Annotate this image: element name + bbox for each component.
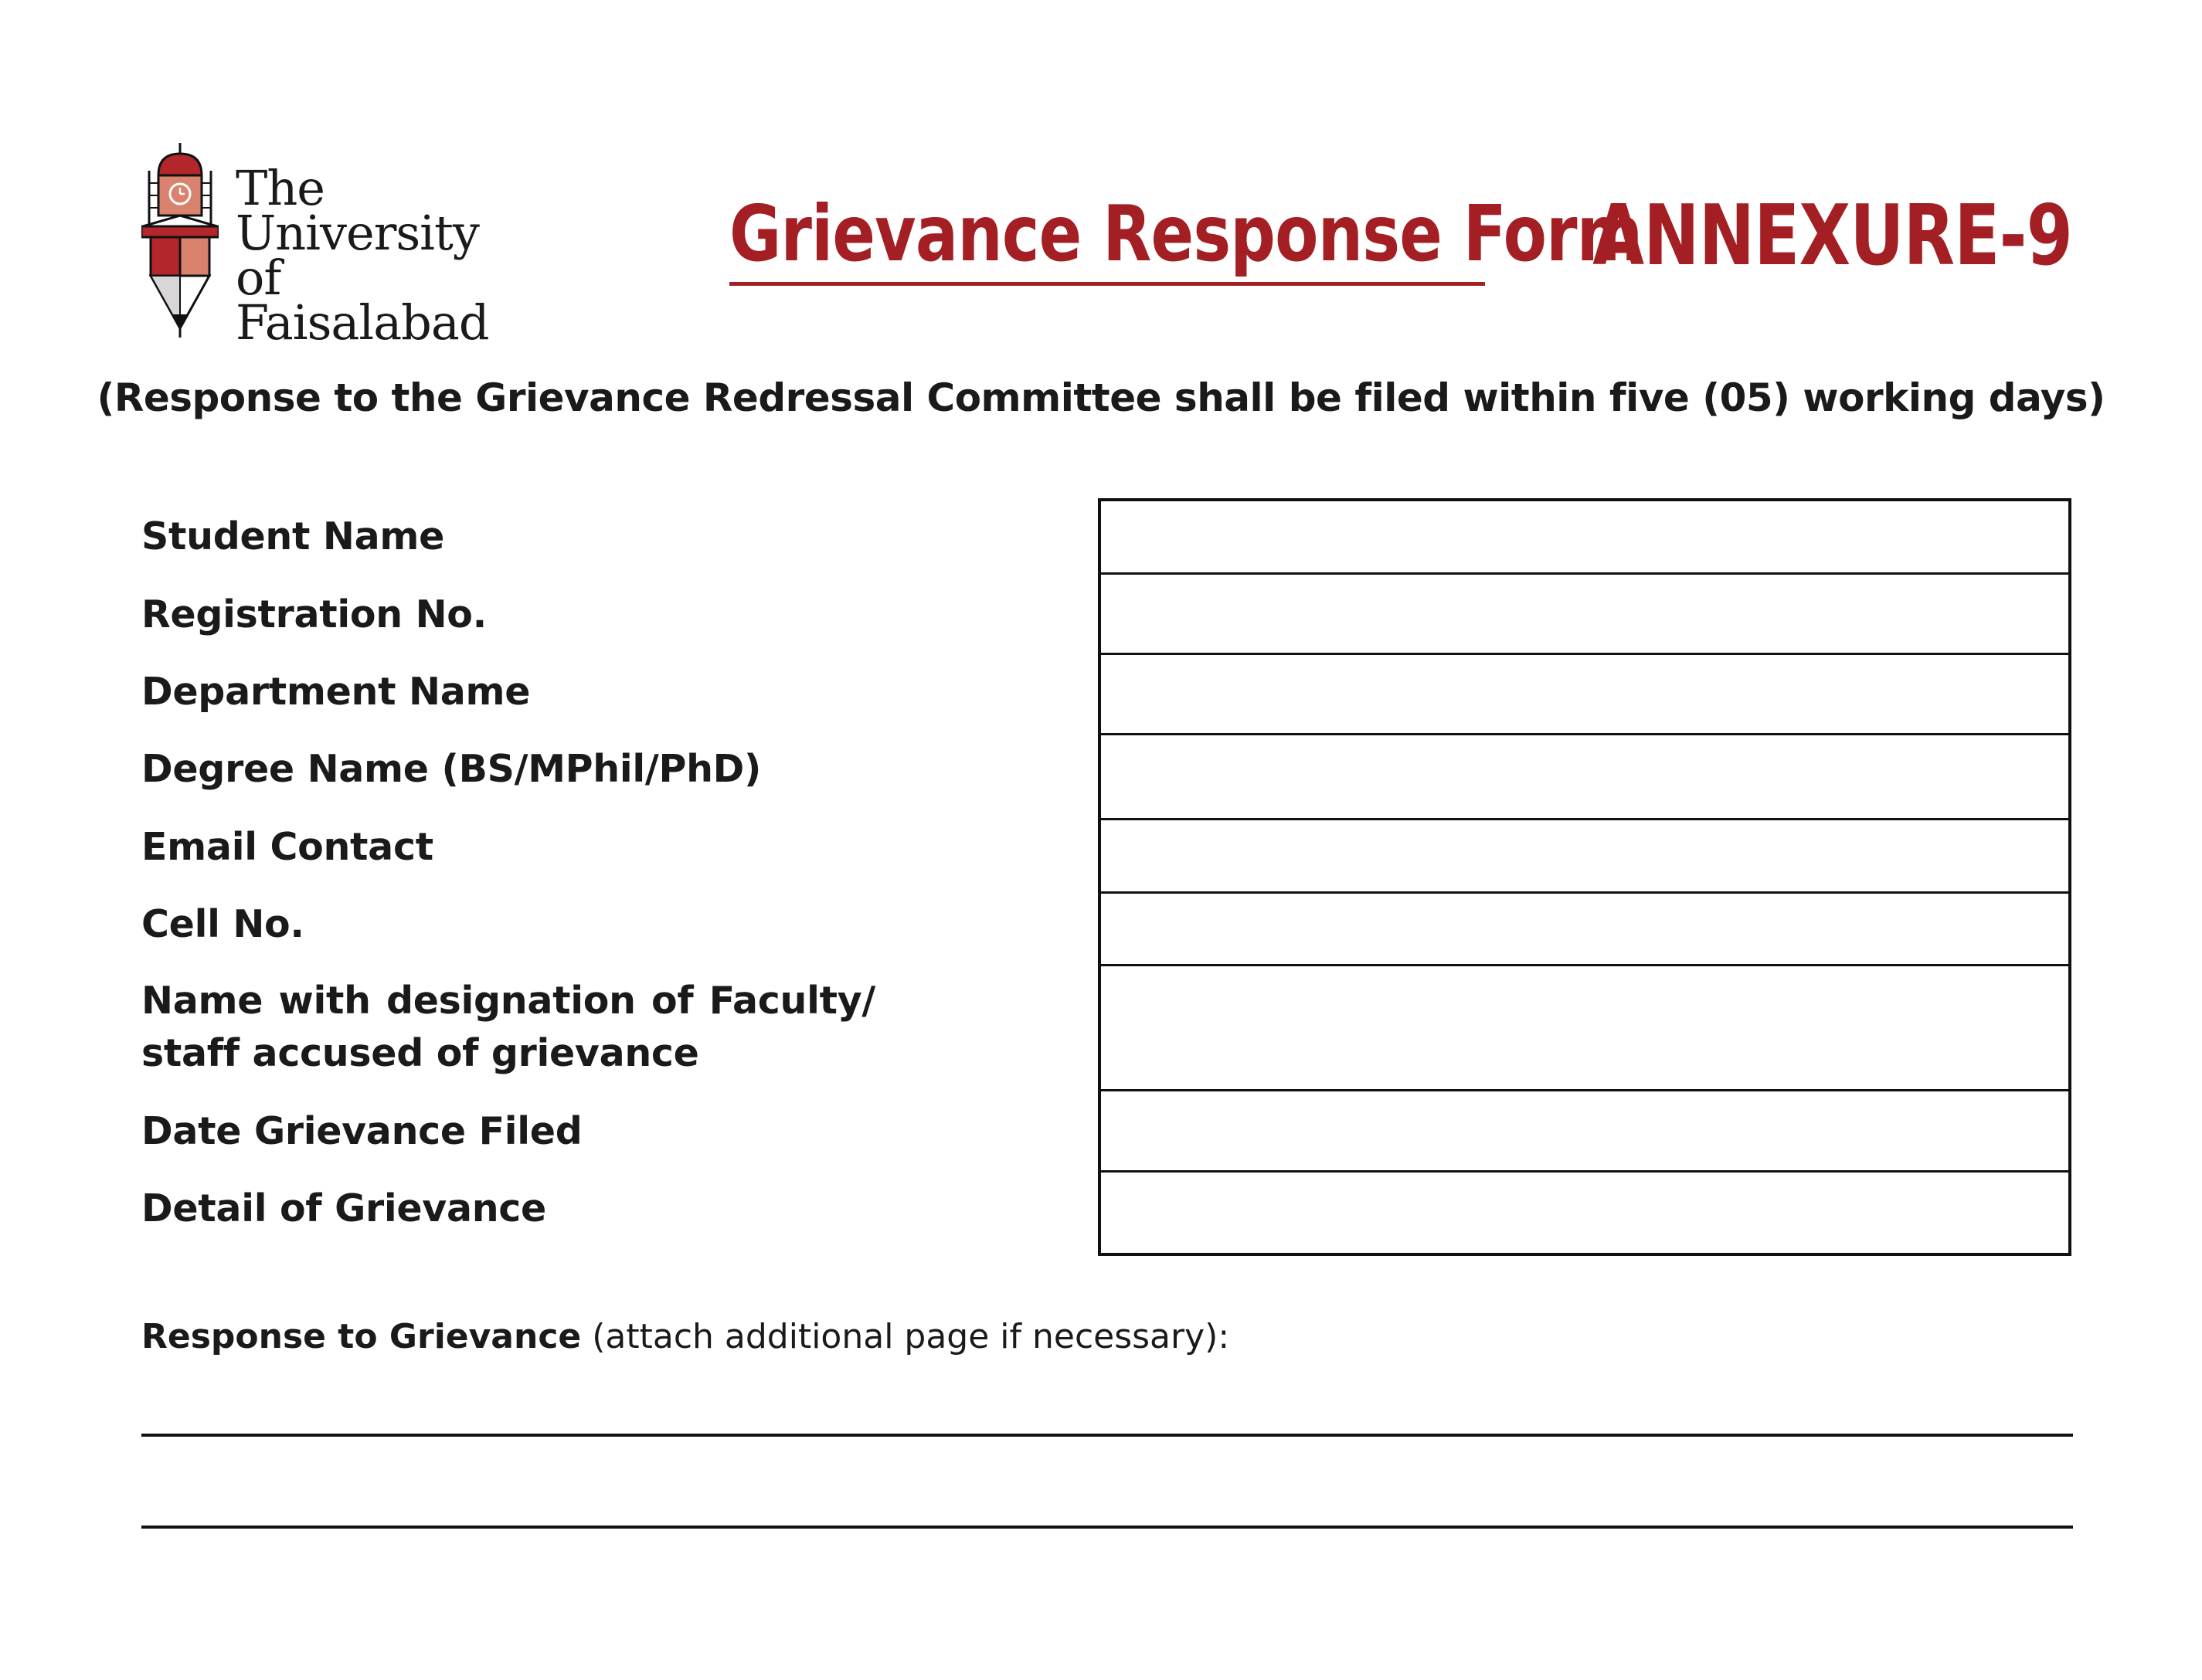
title-underline xyxy=(729,282,1485,286)
department-name-field[interactable] xyxy=(1101,655,2068,735)
response-line-2[interactable] xyxy=(141,1526,2073,1529)
logo-line-faisalabad: Faisalabad xyxy=(236,294,489,351)
label-degree-name: Degree Name (BS/MPhil/PhD) xyxy=(141,747,762,791)
filing-deadline-note: (Response to the Grievance Redressal Committee shall be filed within five (05) working days) xyxy=(97,375,2105,420)
label-registration-no: Registration No. xyxy=(141,592,487,636)
response-label: Response to Grievance xyxy=(141,1317,582,1356)
form-fields-table xyxy=(1098,498,2071,1256)
date-filed-field[interactable] xyxy=(1101,1091,2068,1173)
accused-faculty-field[interactable] xyxy=(1101,966,2068,1091)
email-contact-field[interactable] xyxy=(1101,820,2068,894)
annexure-label: ANNEXURE-9 xyxy=(1592,188,2072,284)
label-student-name: Student Name xyxy=(141,514,445,558)
response-note: (attach additional page if necessary): xyxy=(592,1317,1230,1356)
label-cell-no: Cell No. xyxy=(141,902,304,946)
form-title: Grievance Response Form xyxy=(729,188,1643,279)
clock-tower-icon xyxy=(141,143,219,340)
label-date-filed: Date Grievance Filed xyxy=(141,1109,583,1153)
detail-of-grievance-field[interactable] xyxy=(1101,1173,2068,1253)
label-department-name: Department Name xyxy=(141,670,531,714)
university-logo xyxy=(141,143,512,351)
label-accused-line2: staff accused of grievance xyxy=(141,1031,699,1075)
university-name xyxy=(236,160,512,351)
label-detail-of-grievance: Detail of Grievance xyxy=(141,1186,546,1230)
degree-name-field[interactable] xyxy=(1101,735,2068,820)
logo-line-university: University of xyxy=(236,205,479,306)
response-prompt xyxy=(141,1317,1229,1356)
label-accused-faculty xyxy=(141,975,875,1080)
student-name-field[interactable] xyxy=(1101,501,2068,575)
label-email-contact: Email Contact xyxy=(141,825,433,869)
registration-no-field[interactable] xyxy=(1101,575,2068,655)
response-line-1[interactable] xyxy=(141,1434,2073,1437)
label-accused-line1: Name with designation of Faculty/ xyxy=(141,979,875,1023)
cell-no-field[interactable] xyxy=(1101,894,2068,966)
logo-line-the: The xyxy=(236,160,325,216)
